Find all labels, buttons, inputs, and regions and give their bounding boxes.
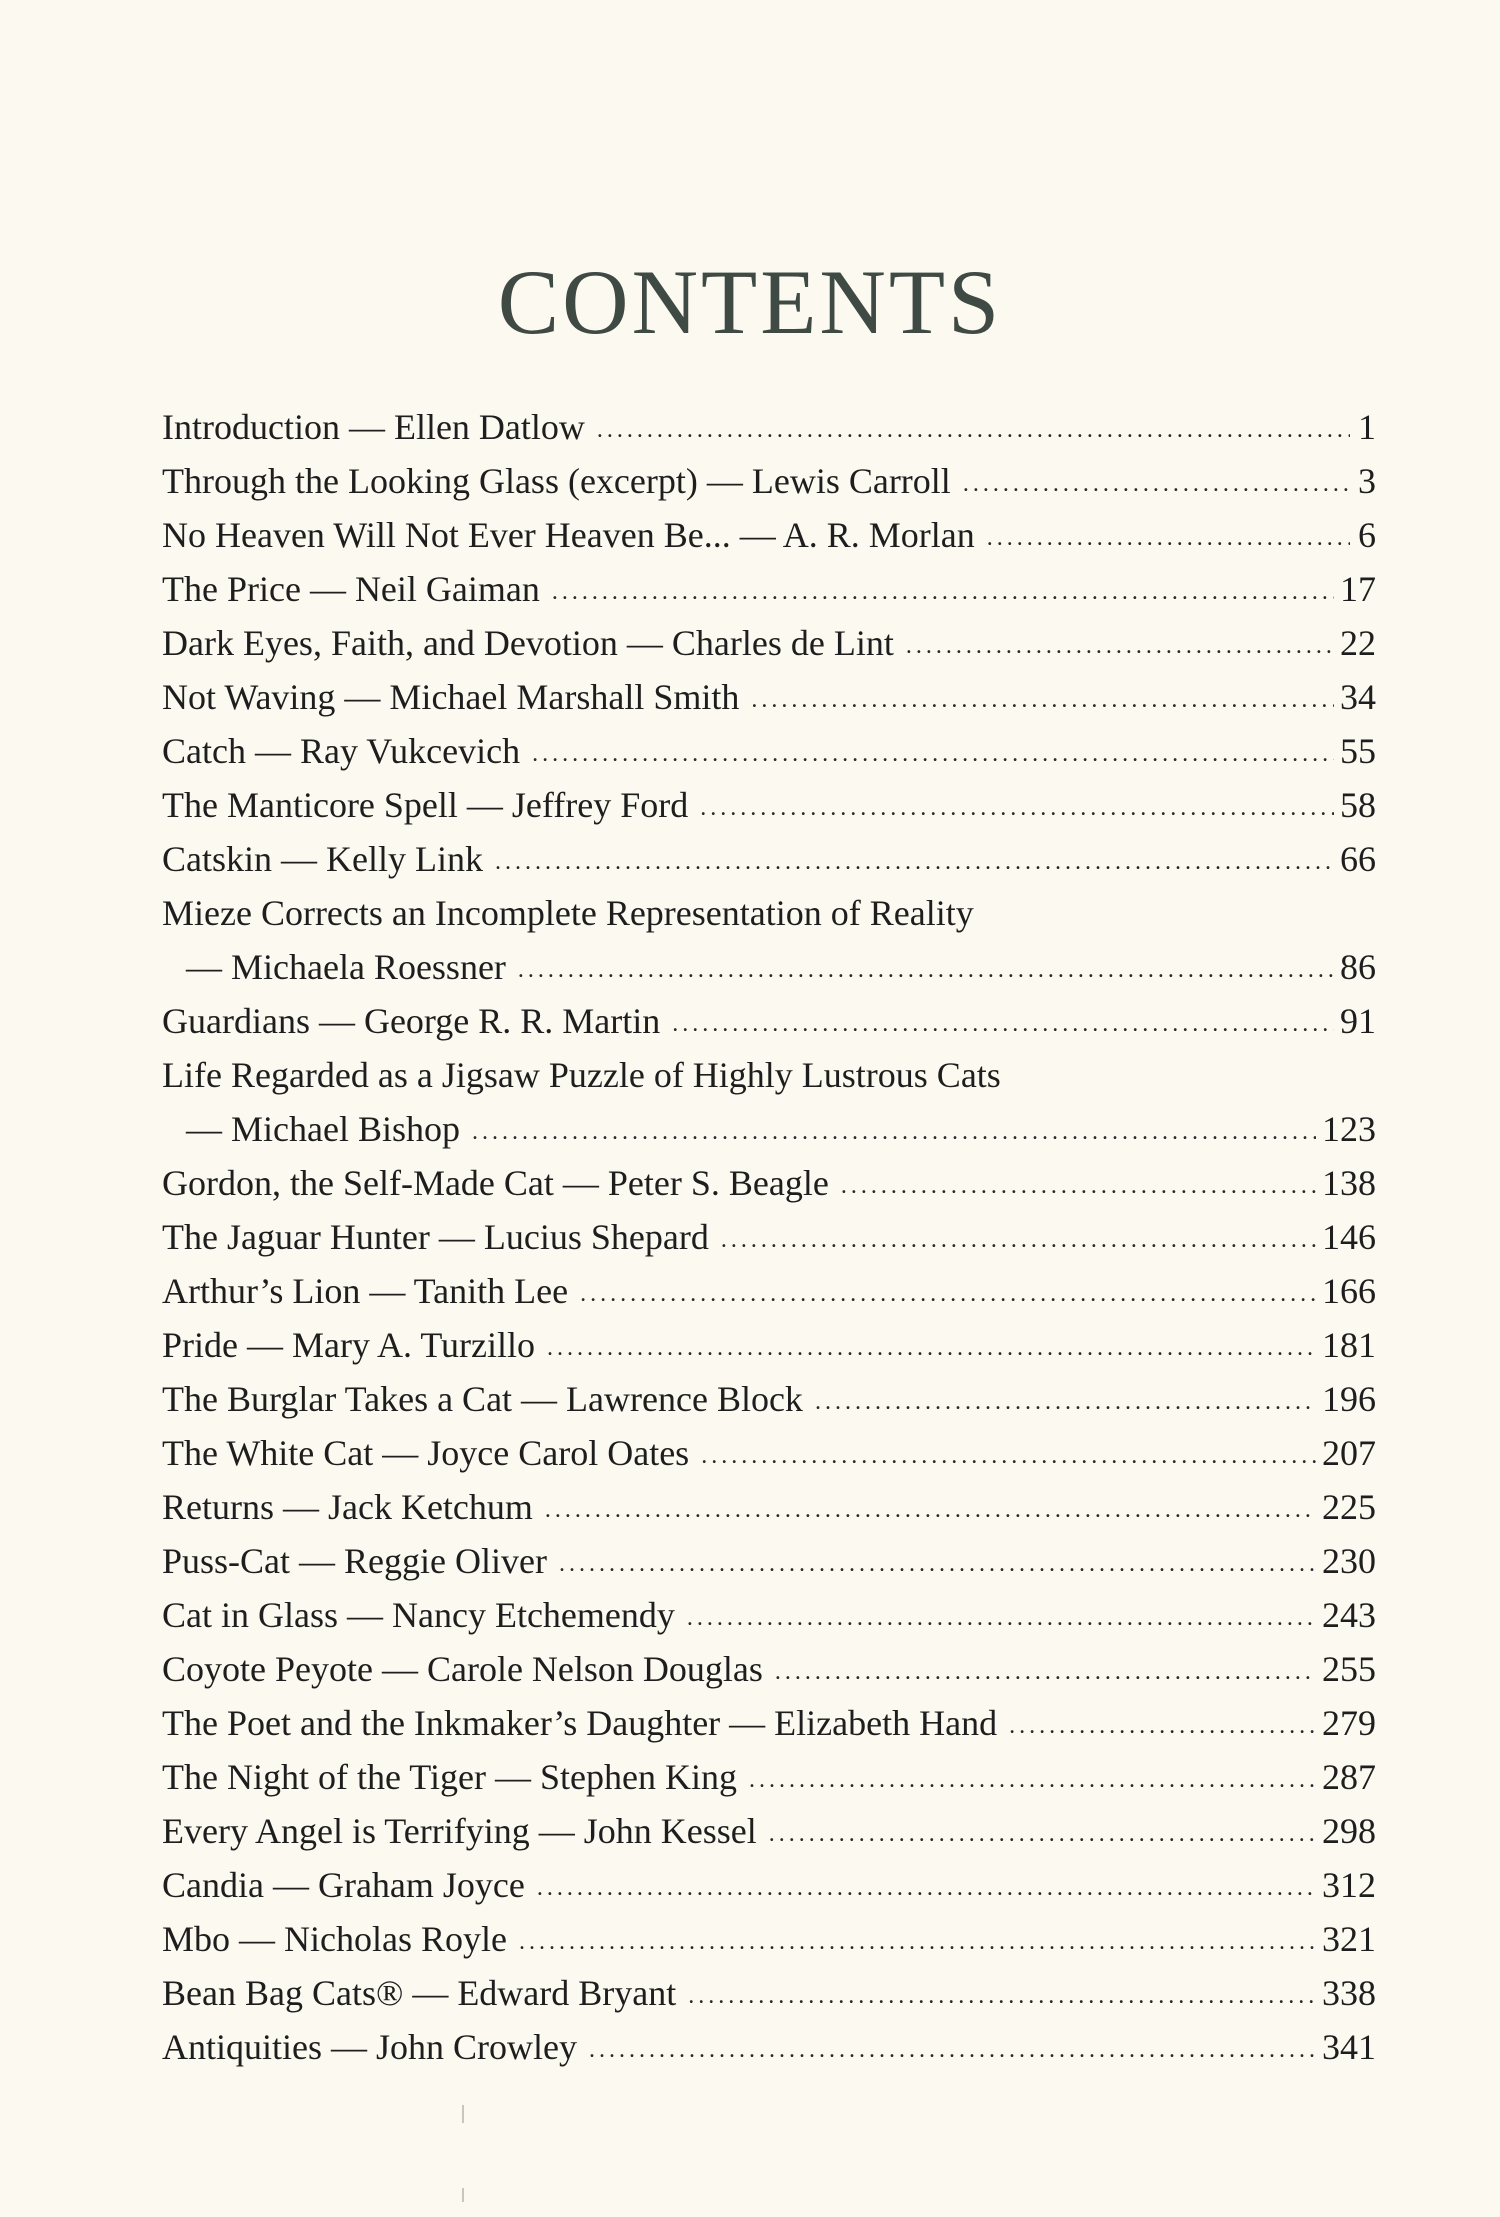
toc-page-number: 230 (1322, 1541, 1376, 1581)
toc-page-number: 341 (1322, 2027, 1376, 2067)
toc-entry (162, 1480, 1376, 1534)
toc-page-number: 34 (1340, 677, 1376, 717)
toc-entry (162, 886, 1376, 940)
toc-page-number: 255 (1322, 1649, 1376, 1689)
toc-entry-title: Catch — Ray Vukcevich (162, 731, 521, 771)
toc-entry-title: Guardians — George R. R. Martin (162, 1001, 661, 1041)
toc-page-number: 338 (1322, 1973, 1376, 2013)
toc-entry (162, 1264, 1376, 1318)
toc-entry-title: Coyote Peyote — Carole Nelson Douglas (162, 1649, 763, 1689)
dot-leader (537, 1861, 1316, 1915)
dot-leader (547, 1321, 1316, 1375)
toc-entry (162, 1156, 1376, 1210)
toc-page-number: 22 (1340, 623, 1376, 663)
dot-leader (1009, 1699, 1316, 1753)
toc-entry (162, 1102, 1376, 1156)
toc-entry-title: Bean Bag Cats® — Edward Bryant (162, 1973, 677, 2013)
toc-entry-title: Catskin — Kelly Link (162, 839, 483, 879)
toc-entry (162, 400, 1376, 454)
toc-entry (162, 616, 1376, 670)
toc-entry (162, 724, 1376, 778)
dot-leader (701, 1429, 1316, 1483)
dot-leader (559, 1537, 1316, 1591)
toc-entry-title: Not Waving — Michael Marshall Smith (162, 677, 740, 717)
toc-entry-title: Life Regarded as a Jigsaw Puzzle of Highly Lustrous Cats (162, 1055, 1001, 1095)
dot-leader (815, 1375, 1316, 1429)
toc-page-number: 123 (1322, 1109, 1376, 1149)
toc-entry (162, 1642, 1376, 1696)
toc-entry-title: Pride — Mary A. Turzillo (162, 1325, 536, 1365)
toc-page-number: 6 (1358, 515, 1376, 555)
dot-leader (518, 943, 1334, 997)
toc-page-number: 3 (1358, 461, 1376, 501)
toc-entry (162, 1048, 1376, 1102)
toc-entry-title: Every Angel is Terrifying — John Kessel (162, 1811, 757, 1851)
toc-page-number: 298 (1322, 1811, 1376, 1851)
toc-entry (162, 670, 1376, 724)
toc-page-number: 58 (1340, 785, 1376, 825)
toc-entry-title: Returns — Jack Ketchum (162, 1487, 533, 1527)
toc-page-number: 1 (1358, 407, 1376, 447)
dot-leader (532, 727, 1334, 781)
dot-leader (687, 1591, 1316, 1645)
toc-entry (162, 1588, 1376, 1642)
dot-leader (545, 1483, 1316, 1537)
dot-leader (769, 1807, 1316, 1861)
toc-page-number: 243 (1322, 1595, 1376, 1635)
toc-page-number: 166 (1322, 1271, 1376, 1311)
toc-entry (162, 454, 1376, 508)
toc-entry-title: Candia — Graham Joyce (162, 1865, 525, 1905)
table-of-contents (162, 400, 1376, 2074)
page-speck (462, 2188, 464, 2202)
dot-leader (472, 1105, 1316, 1159)
toc-page-number: 17 (1340, 569, 1376, 609)
dot-leader (589, 2023, 1316, 2077)
dot-leader (775, 1645, 1316, 1699)
toc-entry (162, 562, 1376, 616)
toc-entry (162, 1696, 1376, 1750)
dot-leader (749, 1753, 1316, 1807)
toc-entry-title: The Jaguar Hunter — Lucius Shepard (162, 1217, 709, 1257)
toc-entry-title: Gordon, the Self-Made Cat — Peter S. Beagle (162, 1163, 829, 1203)
toc-page-number: 321 (1322, 1919, 1376, 1959)
toc-entry-title: The Poet and the Inkmaker’s Daughter — Elizabeth Hand (162, 1703, 998, 1743)
toc-entry-title: The White Cat — Joyce Carol Oates (162, 1433, 690, 1473)
toc-entry (162, 1858, 1376, 1912)
dot-leader (721, 1213, 1316, 1267)
toc-entry (162, 1372, 1376, 1426)
dot-leader (580, 1267, 1316, 1321)
dot-leader (519, 1915, 1316, 1969)
toc-page-number: 312 (1322, 1865, 1376, 1905)
toc-page-number: 225 (1322, 1487, 1376, 1527)
dot-leader (963, 457, 1350, 511)
toc-entry (162, 832, 1376, 886)
dot-leader (906, 619, 1334, 673)
dot-leader (688, 1969, 1316, 2023)
dot-leader (700, 781, 1334, 835)
toc-entry-title: The Night of the Tiger — Stephen King (162, 1757, 737, 1797)
dot-leader (552, 565, 1334, 619)
toc-entry-title: Introduction — Ellen Datlow (162, 407, 585, 447)
toc-entry (162, 1966, 1376, 2020)
toc-entry-title: Through the Looking Glass (excerpt) — Lewis Carroll (162, 461, 951, 501)
toc-page-number: 146 (1322, 1217, 1376, 1257)
toc-entry (162, 1912, 1376, 1966)
toc-entry (162, 940, 1376, 994)
page-speck (462, 2105, 464, 2123)
dot-leader (597, 403, 1350, 457)
toc-entry-title: — Michael Bishop (186, 1109, 460, 1149)
toc-entry (162, 778, 1376, 832)
toc-entry-title: Cat in Glass — Nancy Etchemendy (162, 1595, 675, 1635)
toc-entry-title: Antiquities — John Crowley (162, 2027, 577, 2067)
toc-entry-title: The Manticore Spell — Jeffrey Ford (162, 785, 689, 825)
toc-page-number: 287 (1322, 1757, 1376, 1797)
toc-page-number: 279 (1322, 1703, 1376, 1743)
dot-leader (841, 1159, 1316, 1213)
toc-page-number: 86 (1340, 947, 1376, 987)
toc-entry-title: Arthur’s Lion — Tanith Lee (162, 1271, 569, 1311)
toc-entry (162, 1210, 1376, 1264)
dot-leader (495, 835, 1334, 889)
toc-entry-title: Mieze Corrects an Incomplete Representation of Reality (162, 893, 974, 933)
toc-entry (162, 1426, 1376, 1480)
toc-entry (162, 1804, 1376, 1858)
toc-page-number: 181 (1322, 1325, 1376, 1365)
toc-entry-title: Dark Eyes, Faith, and Devotion — Charles de Lint (162, 623, 894, 663)
toc-entry (162, 994, 1376, 1048)
toc-entry (162, 1534, 1376, 1588)
toc-page-number: 91 (1340, 1001, 1376, 1041)
toc-entry-title: — Michaela Roessner (186, 947, 506, 987)
dot-leader (672, 997, 1334, 1051)
toc-entry (162, 1318, 1376, 1372)
toc-entry (162, 2020, 1376, 2074)
dot-leader (751, 673, 1334, 727)
toc-entry-title: The Burglar Takes a Cat — Lawrence Block (162, 1379, 803, 1419)
toc-entry-title: The Price — Neil Gaiman (162, 569, 540, 609)
toc-entry-title: No Heaven Will Not Ever Heaven Be... — A. R. Morlan (162, 515, 975, 555)
toc-page-number: 138 (1322, 1163, 1376, 1203)
toc-entry-title: Puss-Cat — Reggie Oliver (162, 1541, 547, 1581)
toc-page-number: 207 (1322, 1433, 1376, 1473)
toc-page-number: 196 (1322, 1379, 1376, 1419)
toc-page-number: 66 (1340, 839, 1376, 879)
toc-page-number: 55 (1340, 731, 1376, 771)
toc-entry (162, 1750, 1376, 1804)
page-title: CONTENTS (497, 251, 1003, 353)
dot-leader (987, 511, 1350, 565)
toc-entry (162, 508, 1376, 562)
toc-entry-title: Mbo — Nicholas Royle (162, 1919, 507, 1959)
